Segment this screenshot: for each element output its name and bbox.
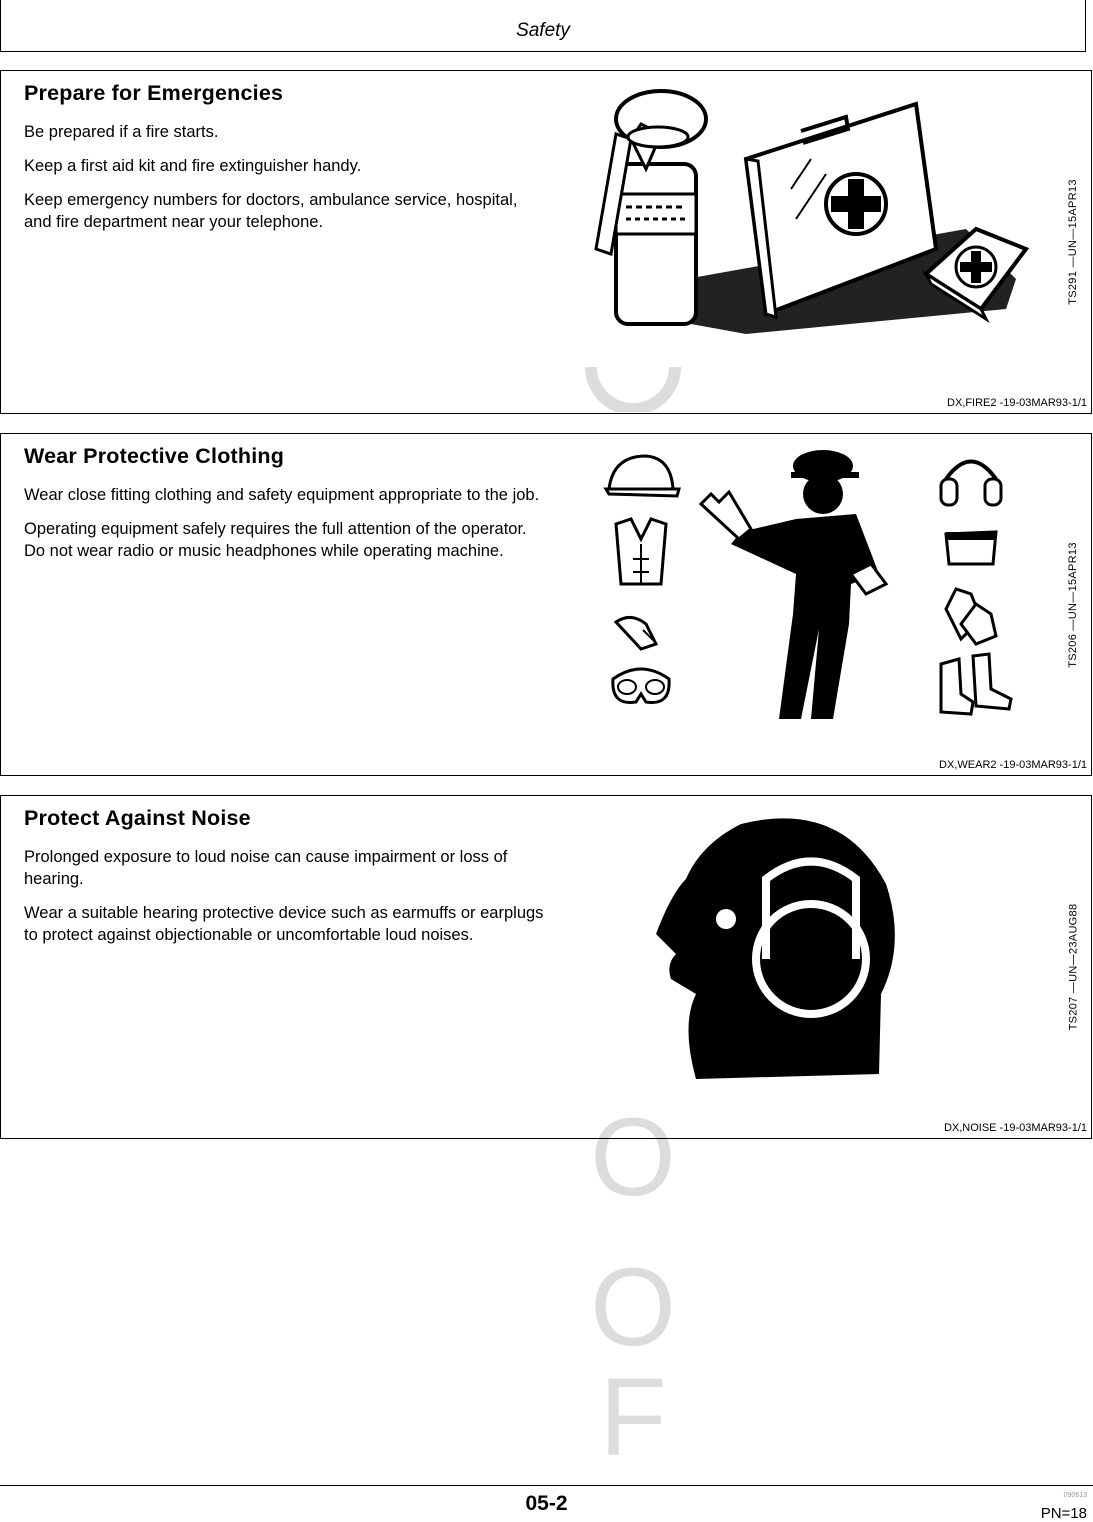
section-heading: Prepare for Emergencies <box>24 81 284 105</box>
section-protect-against-noise <box>0 795 1092 1139</box>
safety-vest-icon <box>616 519 666 584</box>
proof-watermark <box>583 1100 683 1460</box>
section-heading: Protect Against Noise <box>24 806 251 830</box>
paragraph: Keep emergency numbers for doctors, ambulance service, hospital, and fire department near your telephone. <box>24 191 518 231</box>
paragraph: Be prepared if a fire starts. <box>24 123 219 141</box>
section-code: DX,FIRE2 -19-03MAR93-1/1 <box>947 397 1087 409</box>
safety-goggles-icon <box>613 669 669 703</box>
paragraph: Wear close fitting clothing and safety equipment appropriate to the job. <box>24 486 540 504</box>
head-with-earmuffs-icon <box>656 818 895 1079</box>
section-code: DX,WEAR2 -19-03MAR93-1/1 <box>939 759 1087 771</box>
fire-extinguisher-icon <box>596 91 706 324</box>
image-id: TS207 —UN—23AUG88 <box>1067 903 1080 1031</box>
section-wear-protective-clothing <box>0 433 1092 776</box>
gloves-icon <box>946 589 996 644</box>
footer-pn: PN=18 <box>1040 1505 1087 1522</box>
watermark-text-2: O <box>590 1246 676 1369</box>
image-id: TS206 —UN—15APR13 <box>1067 541 1080 668</box>
paragraph: Keep a first aid kit and fire extinguisher handy. <box>24 157 362 175</box>
section-prepare-for-emergencies <box>0 70 1092 414</box>
hard-hat-icon <box>606 456 679 496</box>
section-body <box>24 121 544 245</box>
safety-boots-icon <box>941 654 1011 714</box>
section-body <box>24 846 544 958</box>
worker-silhouette-icon <box>701 450 886 719</box>
running-header <box>0 0 1086 52</box>
fire-extinguisher-first-aid-illustration <box>586 79 1036 359</box>
face-shield-icon <box>946 532 996 564</box>
section-body <box>24 484 544 574</box>
footer-small-code: 090613 <box>1063 1492 1087 1499</box>
paragraph: Wear a suitable hearing protective device such as earmuffs or earplugs to protect against objectionable or uncomfortable loud noises. <box>24 904 544 944</box>
hearing-protection-illustration <box>641 804 981 1089</box>
section-heading: Wear Protective Clothing <box>24 444 285 468</box>
watermark-text-1: O <box>590 1100 676 1219</box>
paragraph: Prolonged exposure to loud noise can cause impairment or loss of hearing. <box>24 848 508 888</box>
earmuffs-icon <box>941 462 1001 506</box>
section-code: DX,NOISE -19-03MAR93-1/1 <box>943 1122 1087 1134</box>
page-number: 05-2 <box>525 1492 568 1515</box>
protective-clothing-illustration <box>601 444 1041 724</box>
image-id: TS291 —UN—15APR13 <box>1067 179 1080 305</box>
earplugs-icon <box>616 617 656 649</box>
footer-divider <box>0 1485 1093 1486</box>
running-header-title: Safety <box>516 20 570 41</box>
watermark-text-3: F <box>599 1356 667 1460</box>
paragraph: Operating equipment safely requires the full attention of the operator. Do not wear radio or music headphones while operating machine. <box>24 520 527 560</box>
